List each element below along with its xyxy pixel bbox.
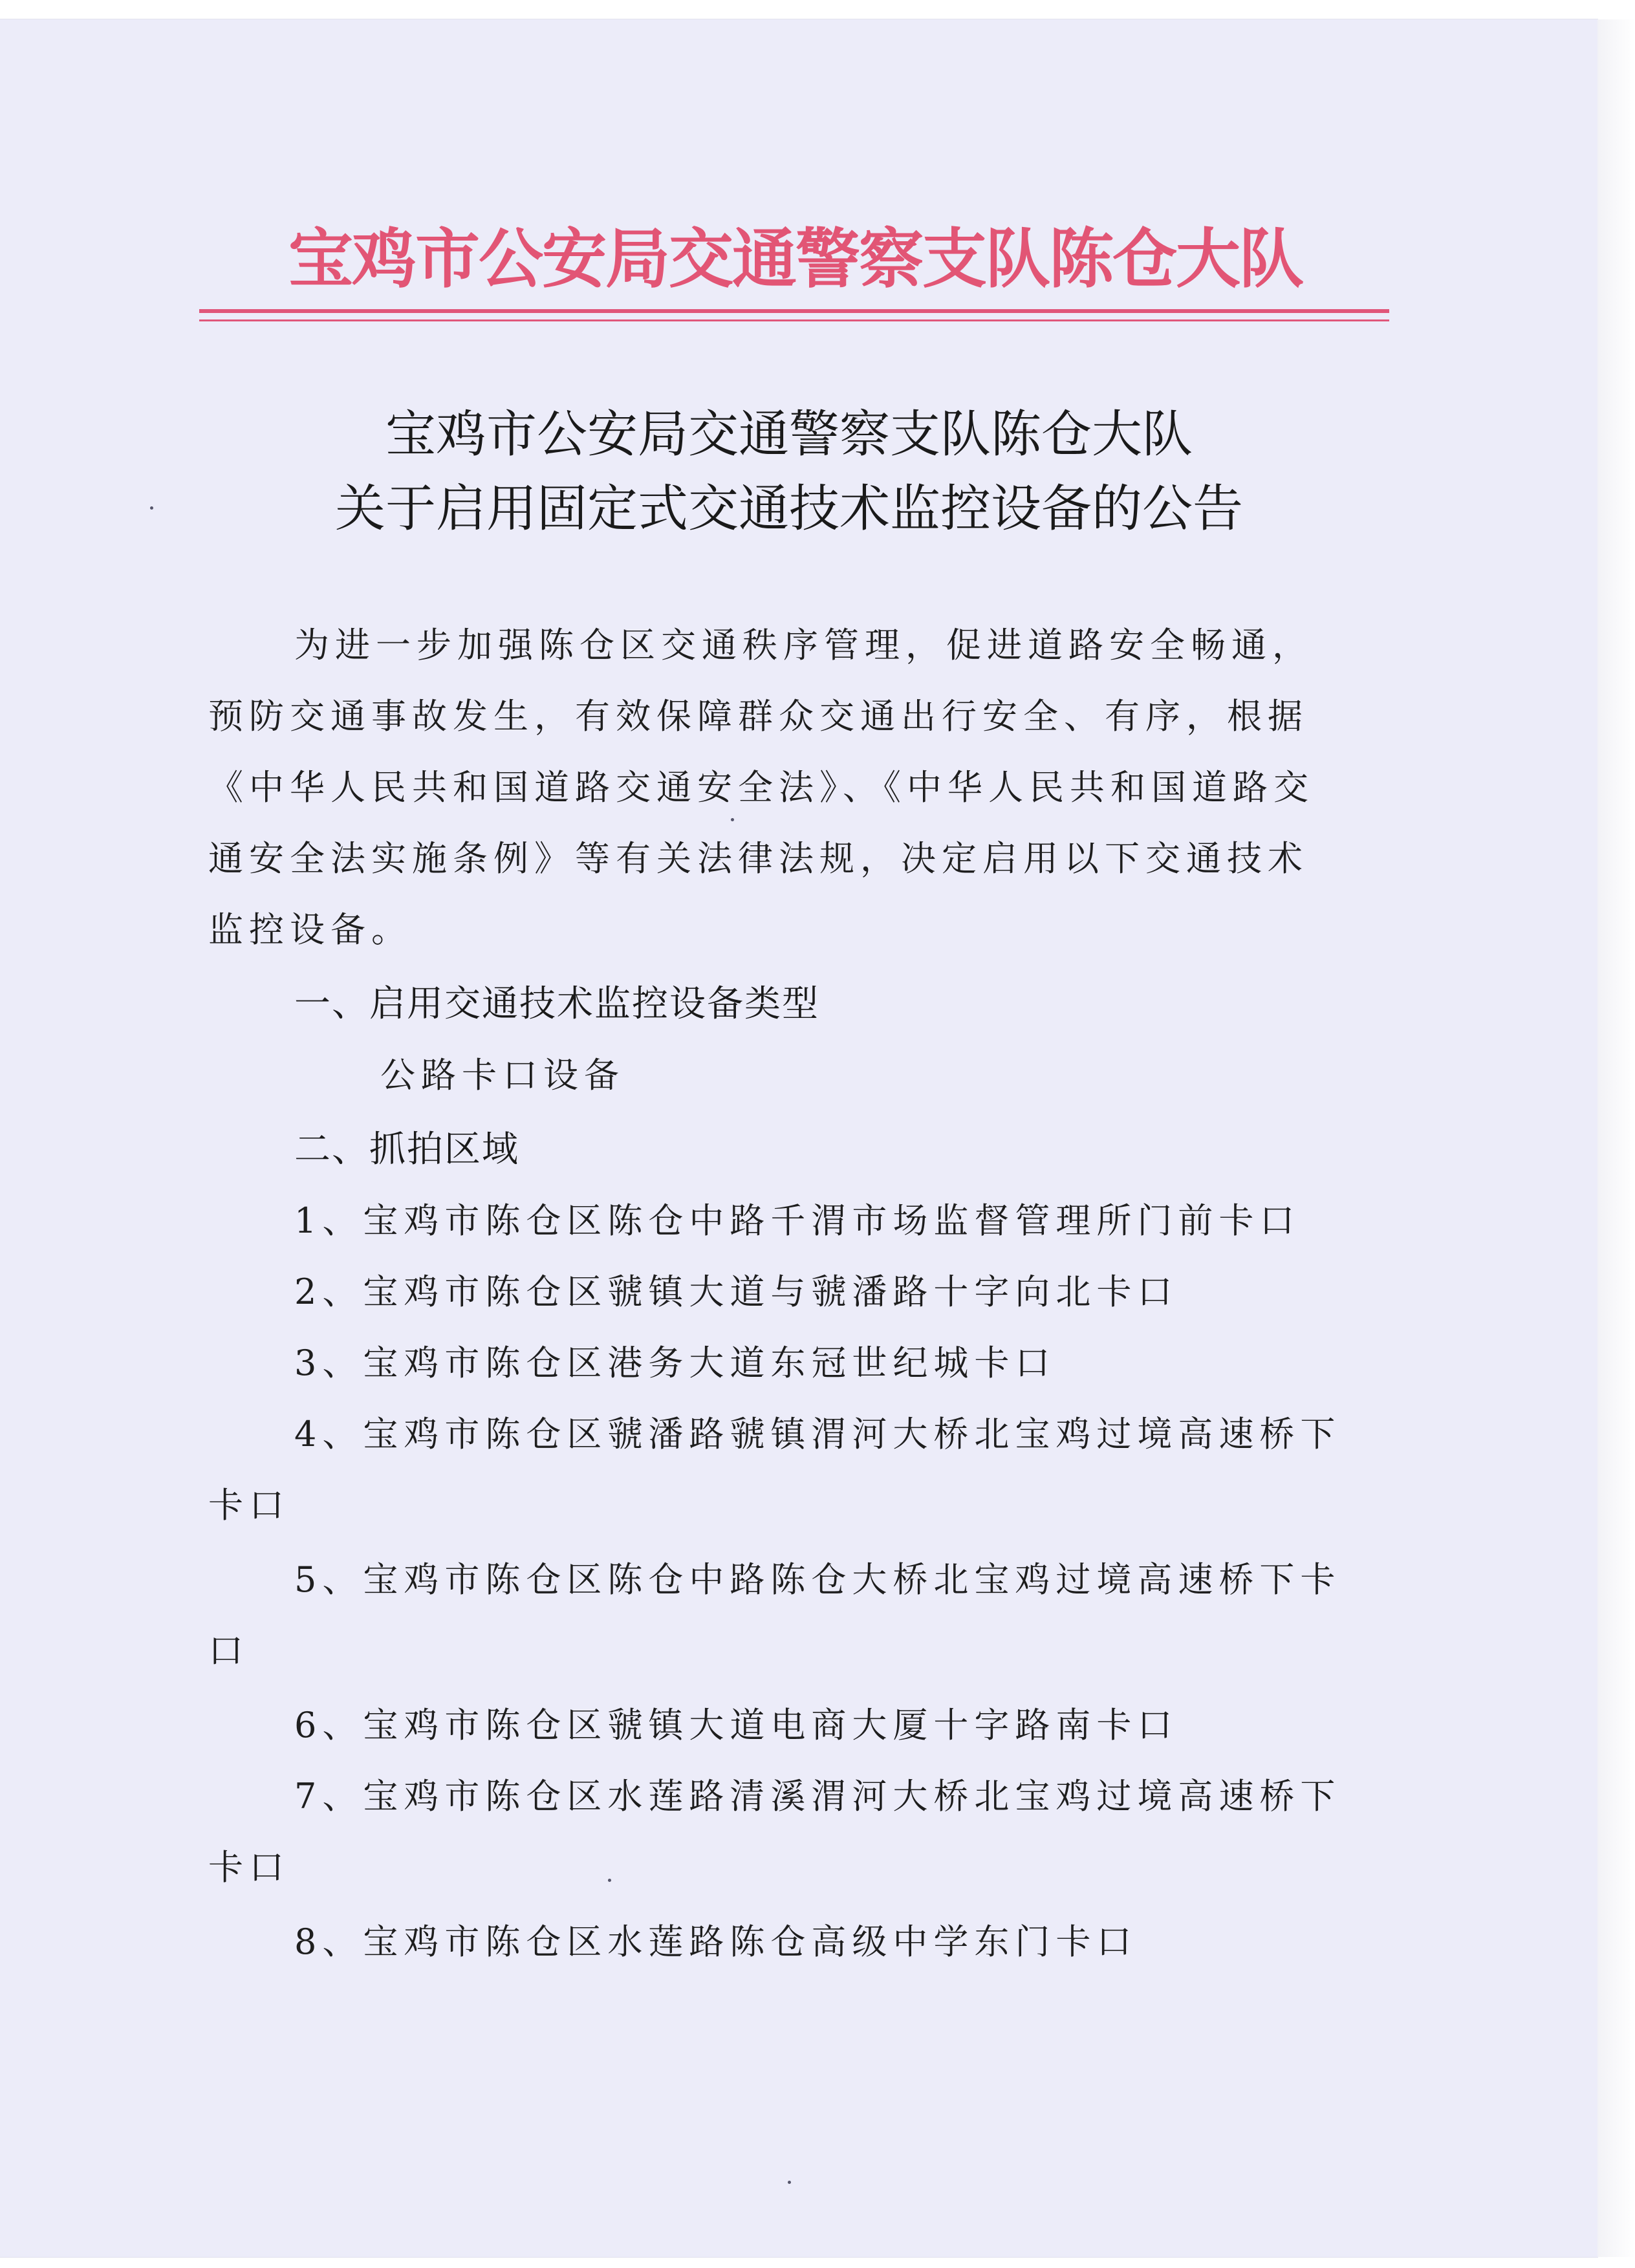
capture-area-item: 7、宝鸡市陈仓区水莲路清溪渭河大桥北宝鸡过境高速桥下 [294,1776,1341,1817]
scan-speck [731,818,734,821]
letterhead-rule-thick [199,309,1389,313]
capture-area-item: 5、宝鸡市陈仓区陈仓中路陈仓大桥北宝鸡过境高速桥下卡 [294,1559,1341,1600]
intro-line: 预防交通事故发生，有效保障群众交通出行安全、有序，根据 [208,696,1308,737]
device-type-value: 公路卡口设备 [380,1055,625,1096]
capture-area-item: 4、宝鸡市陈仓区虢潘路虢镇渭河大桥北宝鸡过境高速桥下 [294,1414,1341,1454]
letterhead-rule-thin [199,319,1389,321]
capture-area-item-continued: 卡口 [208,1847,290,1888]
notice-title-line-1: 宝鸡市公安局交通警察支队陈仓大队 [385,405,1193,464]
capture-area-item-continued: 口 [208,1630,249,1671]
intro-line: 通安全法实施条例》等有关法律法规，决定启用以下交通技术 [208,838,1308,879]
section-heading-device-type: 一、启用交通技术监控设备类型 [294,983,819,1025]
capture-area-item: 8、宝鸡市陈仓区水莲路陈仓高级中学东门卡口 [294,1921,1138,1962]
intro-line: 监控设备。 [208,909,412,950]
section-heading-capture-area: 二、抓拍区域 [294,1129,519,1171]
intro-line: 为进一步加强陈仓区交通秩序管理，促进道路安全畅通， [294,625,1313,665]
capture-area-item: 6、宝鸡市陈仓区虢镇大道电商大厦十字路南卡口 [294,1705,1178,1745]
notice-title-line-2: 关于启用固定式交通技术监控设备的公告 [334,480,1243,538]
letterhead: 宝鸡市公安局交通警察支队陈仓大队 [288,221,1303,297]
capture-area-item: 3、宝鸡市陈仓区港务大道东冠世纪城卡口 [294,1343,1056,1383]
capture-area-item-continued: 卡口 [208,1485,290,1526]
intro-line: 《中华人民共和国道路交通安全法》、《中华人民共和国道路交 [208,767,1314,808]
capture-area-item: 1、宝鸡市陈仓区陈仓中路千渭市场监督管理所门前卡口 [294,1200,1301,1241]
scan-margin [1597,19,1635,2257]
scan-speck [150,506,153,510]
scan-speck [788,2181,791,2184]
capture-area-item: 2、宝鸡市陈仓区虢镇大道与虢潘路十字向北卡口 [294,1271,1178,1312]
scan-speck [608,1879,611,1882]
